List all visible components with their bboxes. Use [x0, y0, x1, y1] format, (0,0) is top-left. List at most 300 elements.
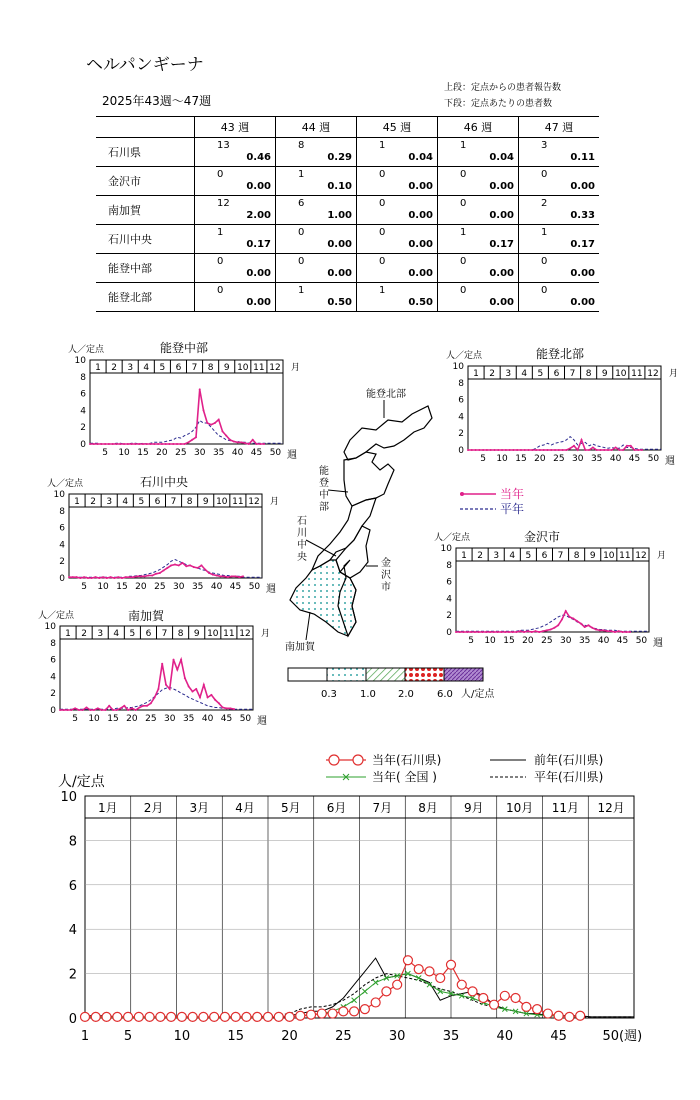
- series-current-point: [233, 708, 235, 710]
- series-current-point: [607, 449, 609, 451]
- legend-marker-current: [353, 755, 363, 765]
- series-current-point: [100, 443, 102, 445]
- per-sentinel-rate: 0.00: [489, 210, 514, 221]
- main-y-tick-label: 8: [68, 834, 77, 850]
- small-chart: [446, 346, 678, 467]
- x-tick-label: 40: [201, 714, 214, 724]
- report-count: 1: [379, 140, 386, 151]
- series-current-point: [599, 449, 601, 451]
- month-label: 1: [461, 551, 467, 561]
- table-cell: [519, 196, 600, 225]
- main-month-label: 11月: [551, 801, 580, 815]
- series-current-point: [539, 449, 541, 451]
- main-series-current-point: [425, 967, 434, 976]
- series-current-point: [531, 449, 533, 451]
- per-sentinel-rate: 0.00: [408, 210, 433, 221]
- series-current-point: [188, 685, 190, 687]
- series-current-point: [82, 709, 84, 711]
- table-cell: [519, 225, 600, 254]
- series-current-point: [263, 443, 265, 445]
- leader-line: [306, 612, 310, 640]
- table-cell: [195, 167, 276, 196]
- x-tick-label: 5: [81, 582, 88, 592]
- main-series-current-point: [177, 1012, 186, 1021]
- legend-label-current: 当年(石川県): [372, 753, 442, 767]
- series-current-point: [470, 631, 472, 633]
- month-label: 2: [489, 369, 495, 379]
- month-label: 12: [248, 497, 260, 507]
- month-label: 6: [553, 369, 560, 379]
- report-count: 2: [541, 198, 548, 209]
- per-sentinel-rate: 0.50: [408, 297, 433, 308]
- table-cell: [357, 167, 438, 196]
- legend-marker-current: [329, 755, 339, 765]
- main-month-label: 2月: [143, 801, 164, 815]
- per-sentinel-rate: 0.00: [246, 297, 271, 308]
- series-current-point: [102, 576, 104, 578]
- month-label: 3: [106, 497, 113, 507]
- main-series-current-point: [468, 987, 477, 996]
- series-current-point: [142, 443, 144, 445]
- page-title: ヘルパンギーナ: [86, 55, 204, 75]
- table-legend-lower: 下段：定点あたりの患者数: [444, 99, 553, 109]
- main-month-label: 9月: [464, 801, 484, 815]
- chart-title: 石川中央: [140, 475, 189, 489]
- map-label-noto-chubu: [319, 464, 329, 513]
- map-label-ishikawa-chuo: [297, 515, 307, 563]
- series-current-point: [153, 443, 155, 445]
- month-label: 7: [161, 629, 168, 639]
- main-month-label: 3月: [189, 801, 210, 815]
- month-label: 3: [505, 369, 512, 379]
- x-unit: 週: [287, 450, 297, 461]
- x-tick-label: 10: [118, 448, 130, 458]
- month-label: 9: [202, 497, 209, 507]
- region-name: 能登北部: [96, 283, 195, 312]
- series-current-point: [59, 709, 61, 711]
- main-x-tick-label: 20: [281, 1029, 298, 1044]
- series-current-point: [592, 446, 594, 448]
- series-current-point: [222, 706, 224, 708]
- per-sentinel-rate: 0.29: [327, 152, 352, 163]
- series-current-point: [572, 618, 574, 620]
- series-current-point: [120, 707, 122, 709]
- table-cell: [276, 196, 357, 225]
- report-count: 0: [541, 256, 548, 267]
- chart-title: 金沢市: [524, 530, 561, 544]
- x-tick-label: 20: [126, 714, 138, 724]
- report-count: 0: [217, 285, 224, 296]
- main-y-tick-label: 2: [68, 967, 77, 983]
- main-series-current-point: [242, 1012, 251, 1021]
- main-series-current-point: [393, 980, 402, 989]
- y-tick-label: 0: [50, 706, 56, 716]
- week-header: 44 週: [276, 117, 357, 138]
- series-current-point: [87, 577, 89, 579]
- map-label-noto-hokubu: 能登北部: [366, 389, 406, 400]
- series-current-point: [134, 443, 136, 445]
- series-current-point: [187, 441, 189, 443]
- vertical-label-noto-chubu: [319, 464, 329, 513]
- table-cell: [195, 283, 276, 312]
- series-current-point: [182, 562, 184, 564]
- x-tick-label: 45: [220, 714, 233, 724]
- x-tick-label: 20: [522, 636, 534, 646]
- x-tick-label: 10: [484, 636, 496, 646]
- per-sentinel-rate: 0.00: [327, 239, 352, 250]
- y-tick-label: 6: [458, 395, 464, 406]
- scale-tick: 6.0: [437, 689, 453, 700]
- month-label: 5: [159, 363, 166, 373]
- series-current-point: [127, 443, 129, 445]
- series-current-point: [165, 684, 167, 686]
- series-current-point: [157, 443, 159, 445]
- month-label: 4: [143, 363, 150, 373]
- vertical-char: 沢: [381, 570, 391, 581]
- x-unit: 週: [665, 456, 675, 467]
- vertical-char: 央: [297, 552, 307, 563]
- table-row: [96, 254, 599, 283]
- main-series-current-point: [533, 1005, 542, 1014]
- month-label: 12: [635, 551, 647, 561]
- x-tick-label: 25: [154, 582, 166, 592]
- series-current-point: [203, 409, 205, 411]
- x-tick-label: 10: [496, 454, 508, 464]
- series-current-point: [463, 631, 465, 633]
- report-count: 13: [217, 140, 230, 151]
- main-x-tick-label: 10: [173, 1029, 191, 1044]
- region-name: 石川中央: [96, 225, 195, 254]
- series-current-point: [184, 443, 186, 445]
- report-count: 1: [298, 169, 305, 180]
- series-current-point: [490, 449, 492, 451]
- per-sentinel-rate: 0.00: [246, 268, 271, 279]
- series-current-point: [493, 449, 495, 451]
- scale-box-3: [366, 668, 405, 681]
- series-current-point: [110, 576, 112, 578]
- per-sentinel-rate: 0.00: [408, 268, 433, 279]
- series-current-point: [127, 709, 129, 711]
- map-minami-kaga: [290, 560, 356, 636]
- per-sentinel-rate: 2.00: [246, 210, 271, 221]
- main-series-current-point: [210, 1012, 219, 1021]
- main-series-current-point: [328, 1009, 337, 1018]
- series-current-point: [641, 449, 643, 451]
- y-tick-label: 6: [446, 577, 452, 588]
- series-current-point: [104, 443, 106, 445]
- series-current-point: [163, 569, 165, 571]
- series-current-point: [466, 631, 468, 633]
- series-current-point: [478, 449, 480, 451]
- series-current-point: [622, 449, 624, 451]
- y-tick-label: 10: [53, 490, 65, 500]
- series-current-point: [125, 576, 127, 578]
- main-y-tick-label: 6: [68, 878, 77, 894]
- main-series-current-point: [339, 1007, 348, 1016]
- main-series-current-point: [220, 1012, 229, 1021]
- series-current-point: [155, 573, 157, 575]
- table-cell: [438, 225, 519, 254]
- y-tick-label: 6: [59, 523, 65, 534]
- series-current-point: [89, 443, 91, 445]
- main-series-current-point: [350, 1007, 359, 1016]
- per-sentinel-rate: 0.00: [570, 268, 595, 279]
- series-current-point: [618, 630, 620, 632]
- series-current-point: [625, 631, 627, 633]
- scale-tick: 1.0: [360, 689, 376, 700]
- month-label: 6: [541, 551, 548, 561]
- vertical-char: 金: [381, 558, 391, 569]
- series-current-point: [210, 694, 212, 696]
- series-current-point: [131, 443, 133, 445]
- series-current-point: [166, 567, 168, 569]
- series-current-point: [76, 576, 78, 578]
- series-current-point: [504, 631, 506, 633]
- month-label: 5: [537, 369, 544, 379]
- month-label: 6: [154, 497, 161, 507]
- main-chart: [0, 745, 700, 1085]
- series-current-point: [165, 443, 167, 445]
- report-count: 0: [379, 256, 386, 267]
- series-current-point: [603, 629, 605, 631]
- series-current-point: [94, 576, 96, 578]
- series-current-point: [233, 440, 235, 442]
- series-current-point: [611, 449, 613, 451]
- series-current-point: [112, 709, 114, 711]
- table-cell: [438, 167, 519, 196]
- series-current-point: [147, 574, 149, 576]
- series-current-point: [200, 564, 202, 566]
- table-row: [96, 225, 599, 254]
- series-current-point: [550, 628, 552, 630]
- month-label: 8: [573, 551, 580, 561]
- series-current-point: [509, 449, 511, 451]
- series-current-point: [219, 575, 221, 577]
- legend-current-label: 当年: [500, 487, 525, 501]
- per-sentinel-rate: 0.00: [408, 239, 433, 250]
- series-current-point: [106, 577, 108, 579]
- vertical-char: 石: [297, 516, 307, 527]
- series-current-point: [554, 449, 556, 451]
- month-label: 1: [65, 629, 71, 639]
- per-sentinel-rate: 0.11: [570, 152, 595, 163]
- month-label: 7: [170, 497, 177, 507]
- series-current-point: [481, 631, 483, 633]
- series-current-point: [168, 443, 170, 445]
- series-current-point: [482, 449, 484, 451]
- main-x-tick-label: 50(週): [602, 1029, 643, 1044]
- month-label: 11: [223, 629, 235, 639]
- month-label: 7: [557, 551, 564, 561]
- x-tick-label: 30: [164, 714, 176, 724]
- main-series-current-point: [156, 1012, 165, 1021]
- week-header: 43 週: [195, 117, 276, 138]
- series-current-point: [599, 629, 601, 631]
- report-count: 0: [460, 285, 467, 296]
- series-current-point: [144, 575, 146, 577]
- per-sentinel-rate: 0.17: [246, 239, 271, 250]
- series-current-point: [83, 576, 85, 578]
- vertical-char: 中: [319, 490, 329, 501]
- report-count: 0: [460, 198, 467, 209]
- small-chart: [47, 474, 279, 595]
- series-current-point: [226, 707, 228, 709]
- month-label: 11: [631, 369, 643, 379]
- main-month-label: 12月: [597, 801, 625, 815]
- per-sentinel-rate: 0.00: [327, 268, 352, 279]
- series-current-point: [565, 610, 567, 612]
- main-series-current-point: [188, 1012, 197, 1021]
- month-label: 9: [589, 551, 596, 561]
- main-x-tick-label: 35: [442, 1029, 460, 1044]
- x-tick-label: 10: [97, 582, 109, 592]
- report-count: 0: [541, 285, 548, 296]
- main-series-current-point: [522, 1002, 531, 1011]
- x-tick-label: 45: [250, 448, 263, 458]
- main-month-label: 7月: [372, 801, 393, 815]
- main-x-tick-label: 15: [227, 1029, 244, 1044]
- series-current-point: [180, 443, 182, 445]
- series-current-point: [580, 623, 582, 625]
- scale-unit: 人/定点: [461, 689, 495, 700]
- y-tick-label: 2: [59, 557, 65, 568]
- y-axis-label: 人／定点: [68, 345, 105, 355]
- series-current-point: [67, 709, 69, 711]
- month-unit: 月: [270, 497, 280, 507]
- series-current-point: [154, 696, 156, 698]
- series-current-point: [119, 443, 121, 445]
- series-current-point: [98, 577, 100, 579]
- series-current-point: [97, 443, 99, 445]
- month-label: 5: [129, 629, 136, 639]
- main-series-current-point: [360, 1005, 369, 1014]
- series-current-point: [161, 443, 163, 445]
- series-current-point: [113, 577, 115, 579]
- series-current-point: [542, 630, 544, 632]
- series-current-point: [497, 449, 499, 451]
- series-current-point: [538, 631, 540, 633]
- table-corner: [96, 117, 195, 138]
- series-current-point: [115, 443, 117, 445]
- series-current-point: [184, 677, 186, 679]
- main-month-label: 5月: [281, 801, 301, 815]
- series-current-point: [170, 564, 172, 566]
- series-current-point: [221, 430, 223, 432]
- series-current-point: [634, 449, 636, 451]
- x-tick-label: 20: [534, 454, 546, 464]
- x-tick-label: 30: [560, 636, 572, 646]
- series-current-point: [112, 443, 114, 445]
- series-current-point: [203, 684, 205, 686]
- vertical-char: 登: [319, 478, 329, 489]
- series-current-point: [191, 439, 193, 441]
- series-current-point: [169, 688, 171, 690]
- series-current-point: [546, 629, 548, 631]
- main-series-current-point: [371, 998, 380, 1007]
- month-label: 10: [603, 551, 615, 561]
- month-label: 11: [253, 363, 265, 373]
- small-chart: [38, 608, 270, 727]
- per-sentinel-rate: 0.00: [489, 181, 514, 192]
- table-cell: [519, 254, 600, 283]
- main-month-label: 8月: [418, 801, 438, 815]
- series-current-point: [475, 449, 477, 451]
- month-label: 12: [269, 363, 281, 373]
- series-current-point: [116, 709, 118, 711]
- month-label: 8: [186, 497, 193, 507]
- legend-label-national: 当年( 全国 ): [372, 770, 437, 784]
- series-current-point: [610, 630, 612, 632]
- x-tick-label: 15: [515, 454, 527, 464]
- series-current-point: [161, 663, 163, 665]
- vertical-char: 能: [319, 466, 329, 477]
- scale-box-4: [405, 668, 444, 681]
- map-label-minami-kaga: 南加賀: [285, 642, 315, 653]
- series-current-point: [79, 577, 81, 579]
- series-current-point: [248, 443, 250, 445]
- x-tick-label: 35: [191, 582, 204, 592]
- x-tick-label: 50: [635, 636, 648, 646]
- report-count: 0: [217, 169, 224, 180]
- per-sentinel-rate: 0.17: [489, 239, 514, 250]
- table-row: [96, 196, 599, 225]
- main-series-current-point: [500, 991, 509, 1000]
- week-header: 47 週: [519, 117, 600, 138]
- per-sentinel-rate: 1.00: [327, 210, 352, 221]
- series-current-point: [569, 447, 571, 449]
- per-sentinel-rate: 0.00: [570, 297, 595, 308]
- series-current-point: [204, 569, 206, 571]
- x-tick-label: 5: [102, 448, 109, 458]
- series-current-point: [91, 577, 93, 579]
- x-tick-label: 45: [628, 454, 641, 464]
- series-current-point: [237, 441, 239, 443]
- month-unit: 月: [291, 363, 301, 373]
- table-row: [96, 167, 599, 196]
- series-current-point: [135, 709, 137, 711]
- main-month-label: 1月: [98, 801, 118, 815]
- series-current-point: [455, 631, 457, 633]
- series-current-point: [195, 436, 197, 438]
- main-series-current-point: [296, 1011, 305, 1020]
- series-current-point: [63, 709, 65, 711]
- series-current-point: [603, 449, 605, 451]
- main-series-current-point: [317, 1009, 326, 1018]
- series-current-point: [558, 449, 560, 451]
- report-count: 1: [460, 227, 467, 238]
- series-current-point: [214, 422, 216, 424]
- per-sentinel-rate: 0.46: [246, 152, 271, 163]
- series-current-point: [108, 443, 110, 445]
- series-current-point: [505, 449, 507, 451]
- report-count: 0: [541, 169, 548, 180]
- main-x-tick-label: 1: [80, 1029, 90, 1044]
- per-sentinel-rate: 0.04: [408, 152, 433, 163]
- region-name: 金沢市: [96, 167, 195, 196]
- series-current-point: [101, 709, 103, 711]
- series-current-point: [256, 443, 258, 445]
- x-tick-label: 45: [616, 636, 629, 646]
- y-tick-label: 4: [458, 412, 464, 423]
- month-label: 9: [601, 369, 608, 379]
- report-count: 0: [379, 169, 386, 180]
- series-current-point: [146, 443, 148, 445]
- series-current-point: [231, 575, 233, 577]
- series-current-point: [150, 443, 152, 445]
- month-label: 4: [113, 629, 120, 639]
- x-tick-label: 40: [609, 454, 622, 464]
- series-current-point: [577, 449, 579, 451]
